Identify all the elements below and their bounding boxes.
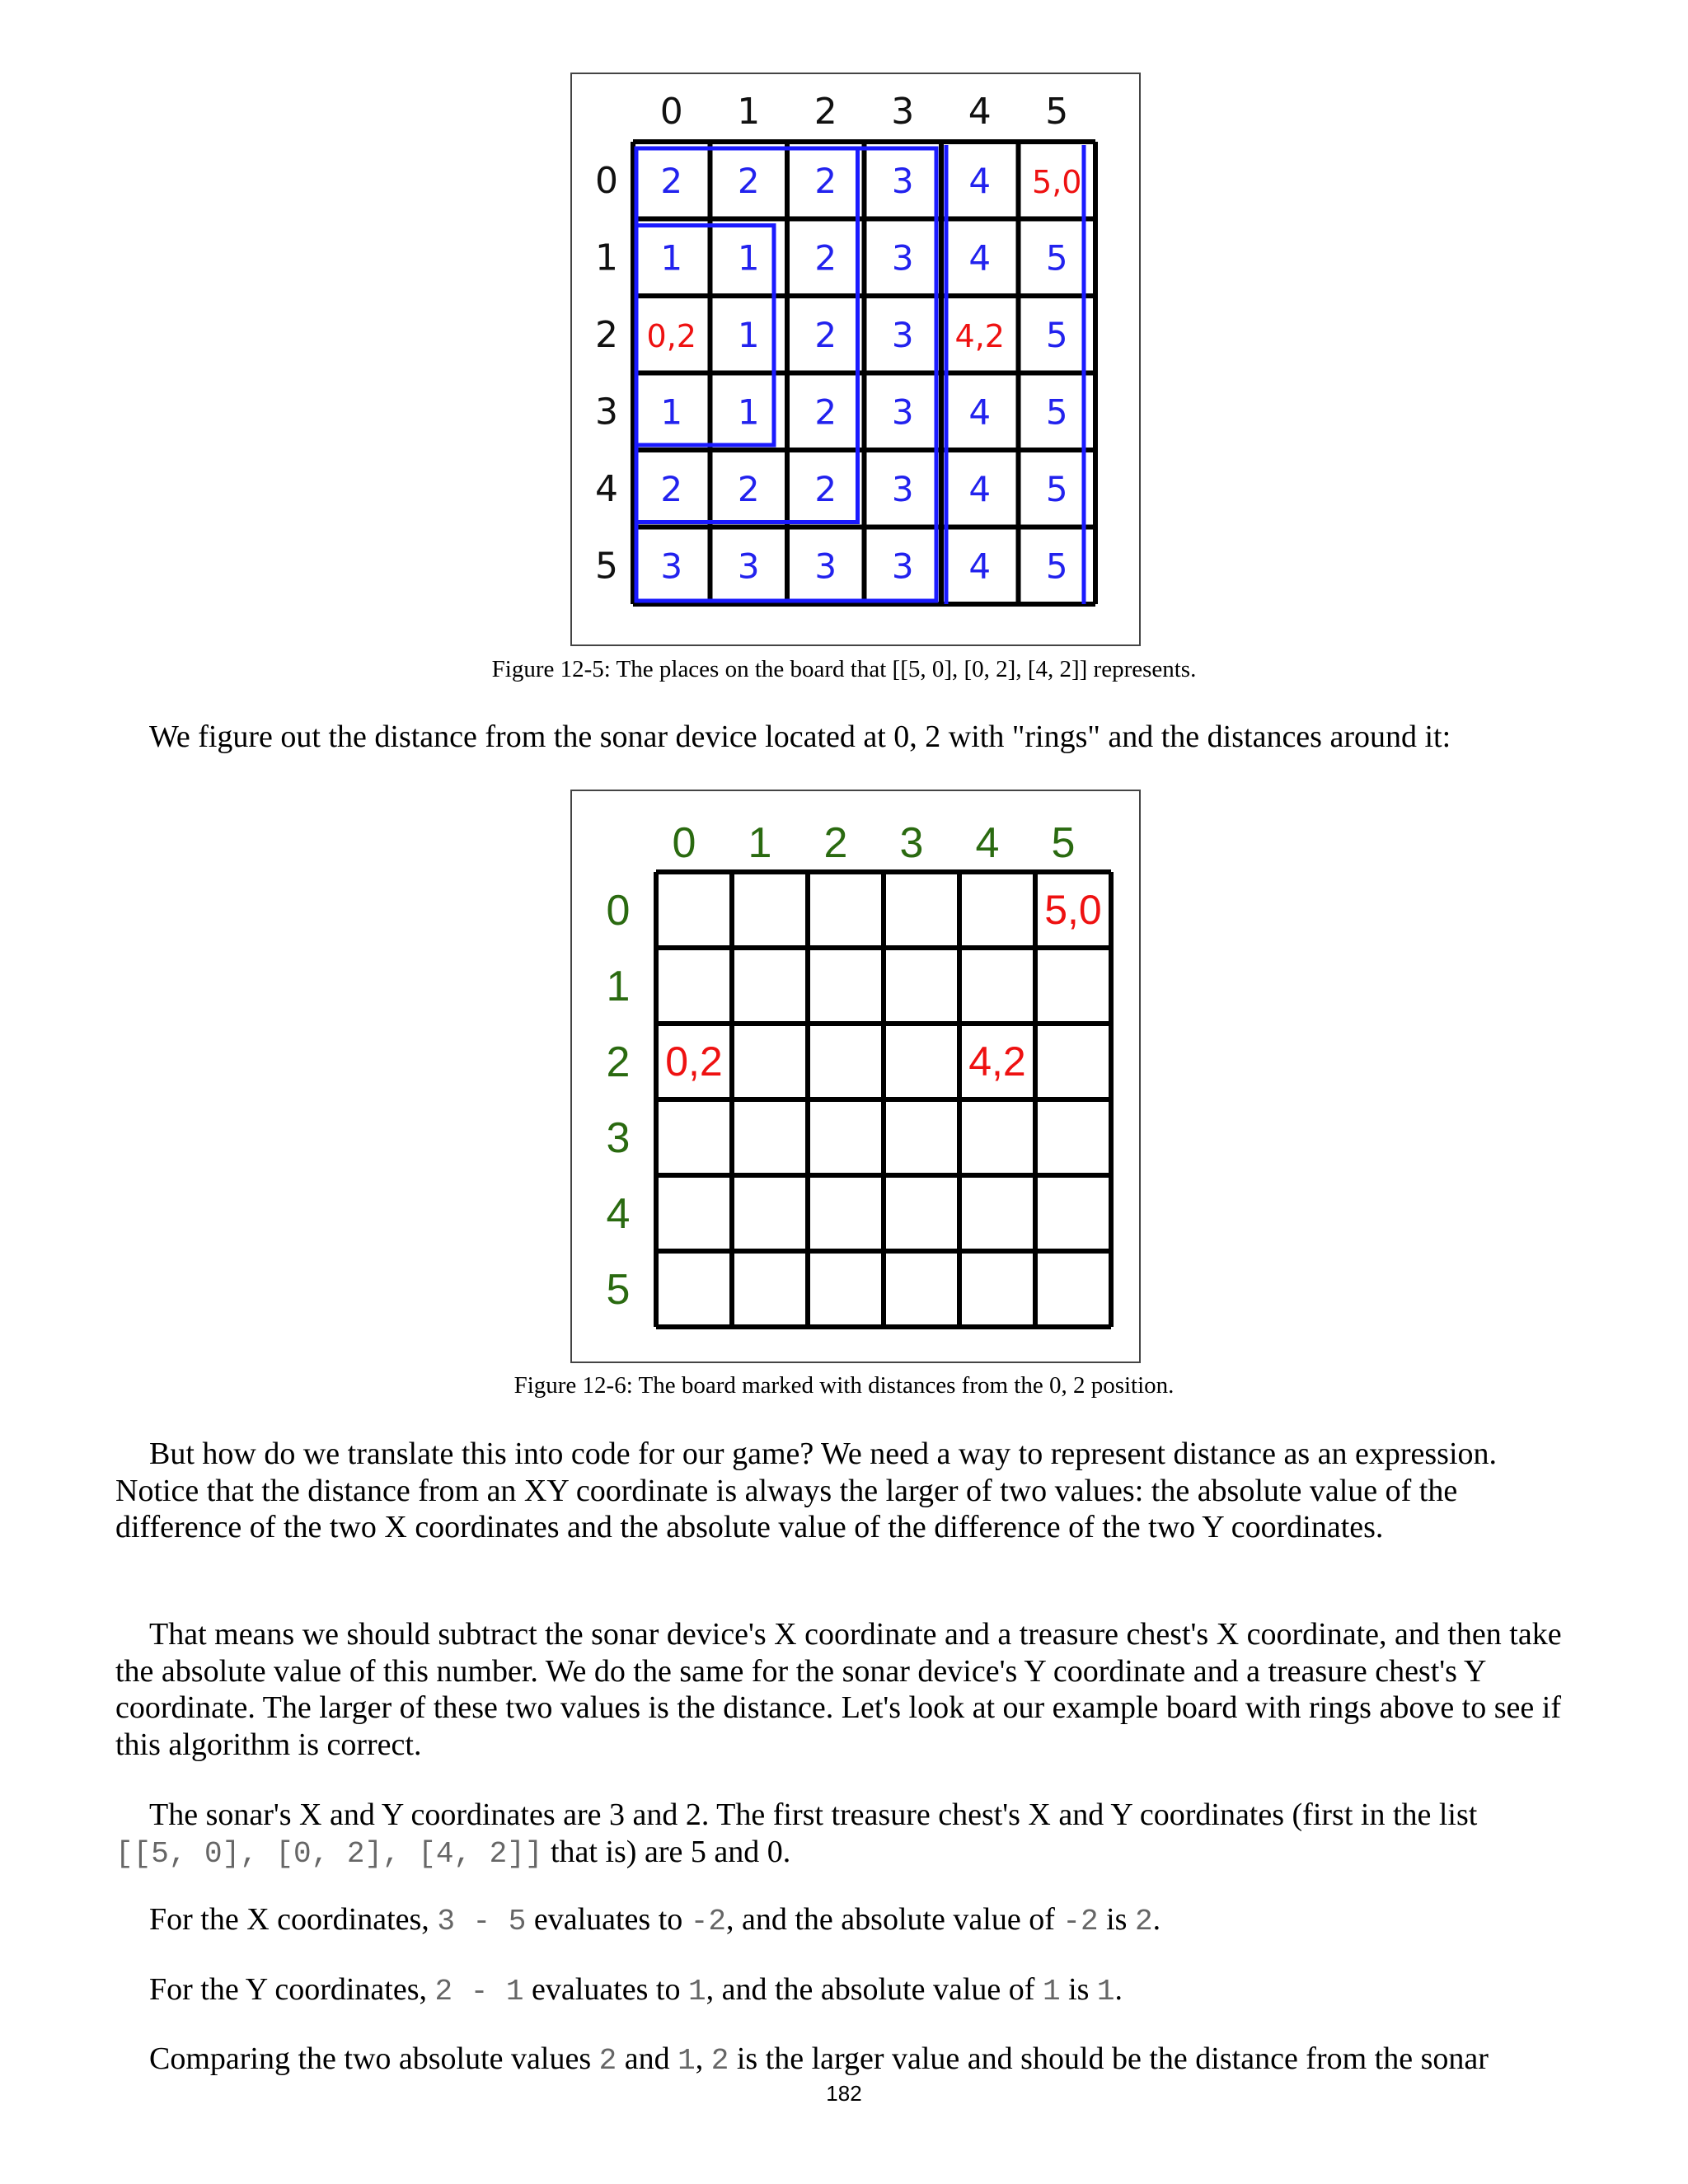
text-span: is: [1060, 1972, 1097, 2007]
figure-12-6: [570, 790, 1141, 1363]
distance-value: 1: [737, 391, 760, 433]
paragraph-x-coords: [115, 1901, 1582, 1941]
paragraph-sonar-rings: We figure out the distance from the sonar device located at 0, 2 with "rings" and the distances around it:: [149, 719, 1451, 754]
figure-12-6-caption: Figure 12-6: The board marked with distances from the 0, 2 position.: [513, 1372, 1175, 1399]
text-span: For the X coordinates,: [149, 1902, 438, 1937]
distance-value: 1: [660, 237, 683, 279]
distance-value: 4: [968, 546, 992, 587]
figure-12-6-board: [572, 791, 1142, 1365]
text-span: is: [1098, 1902, 1135, 1937]
code-span: 1: [1042, 1975, 1061, 2008]
text-span: is the larger value and should be the distance from the sonar: [729, 2041, 1489, 2076]
distance-value: 3: [891, 314, 914, 355]
text-span: ,: [695, 2041, 711, 2076]
code-span: 2: [598, 2044, 617, 2078]
paragraph-sonar-coords: [115, 1797, 1582, 1872]
column-label: 4: [975, 819, 1000, 867]
page-number: 182: [826, 2081, 862, 2106]
text-span: evaluates to: [523, 1972, 688, 2007]
column-label: 3: [891, 91, 915, 133]
code-span: 2: [710, 2044, 729, 2078]
text-span: , and the absolute value of: [706, 1972, 1043, 2007]
distance-value: 5: [1045, 237, 1068, 279]
column-label: 5: [1045, 91, 1069, 133]
row-label: 5: [606, 1266, 631, 1314]
distance-value: 3: [814, 546, 837, 587]
distance-value: 2: [737, 160, 760, 201]
column-label: 2: [814, 91, 837, 133]
distance-value: 2: [814, 160, 837, 201]
text-span: evaluates to: [526, 1902, 691, 1937]
distance-value: 2: [737, 468, 760, 509]
code-span: 1: [687, 1975, 706, 2008]
distance-value: 5: [1045, 391, 1068, 433]
distance-value: 3: [891, 237, 914, 279]
paragraph-algorithm: That means we should subtract the sonar device's X coordinate and a treasure chest's X coordinate, and then take the absolute value of this number. We do the same for the sonar device's Y coordinate and a treasure chest's Y coordinate. The larger of these two values is the distance. Let's look at our example board with rings above to see if this algorithm is correct.: [115, 1617, 1562, 1762]
text-span: , and the absolute value of: [726, 1902, 1063, 1937]
distance-value: 3: [891, 546, 914, 587]
column-label: 2: [823, 819, 848, 867]
column-label: 1: [737, 91, 761, 133]
row-label: 2: [595, 313, 618, 356]
column-label: 0: [659, 91, 683, 133]
column-label: 1: [748, 819, 772, 867]
treasure-mark: 0,2: [665, 1038, 723, 1085]
treasure-mark: 4,2: [954, 317, 1005, 354]
distance-value: 4: [968, 237, 992, 279]
column-label: 3: [899, 819, 924, 867]
distance-value: 5: [1045, 468, 1068, 509]
treasure-mark: 5,0: [1044, 887, 1102, 933]
row-label: 4: [595, 467, 618, 510]
text-span: and: [617, 2041, 678, 2076]
distance-value: 4: [968, 160, 992, 201]
row-label: 4: [606, 1190, 631, 1238]
text-span: The sonar's X and Y coordinates are 3 and 2. The first treasure chest's X and Y coordinates (first in the list: [149, 1797, 1478, 1832]
distance-value: 5: [1045, 314, 1068, 355]
code-span: 3 - 5: [437, 1905, 527, 1938]
row-label: 3: [606, 1114, 631, 1162]
code-span: 1: [678, 2044, 696, 2078]
text-span: .: [1114, 1972, 1123, 2007]
column-label: 5: [1051, 819, 1076, 867]
distance-value: 2: [660, 160, 683, 201]
figure-12-5: [570, 73, 1141, 646]
code-span: 1: [1096, 1975, 1115, 2008]
distance-value: 1: [737, 237, 760, 279]
distance-value: 3: [891, 160, 914, 201]
code-span: -2: [1062, 1905, 1099, 1938]
paragraph-y-coords: [115, 1971, 1582, 2011]
figure-12-5-board: [572, 74, 1142, 648]
text-span: .: [1152, 1902, 1161, 1937]
distance-value: 3: [891, 391, 914, 433]
text-span: For the Y coordinates,: [149, 1972, 435, 2007]
distance-value: 1: [737, 314, 760, 355]
row-label: 1: [595, 237, 618, 279]
row-label: 0: [595, 159, 618, 202]
row-label: 3: [595, 391, 618, 434]
distance-value: 3: [737, 546, 760, 587]
code-span: 2: [1134, 1905, 1153, 1938]
treasure-mark: 5,0: [1032, 163, 1082, 200]
column-label: 0: [672, 819, 696, 867]
distance-value: 4: [968, 468, 992, 509]
distance-value: 1: [660, 391, 683, 433]
figure-12-5-caption: Figure 12-5: The places on the board that [[5, 0], [0, 2], [4, 2]] represents.: [491, 656, 1197, 682]
distance-value: 3: [660, 546, 683, 587]
paragraph-compare: [115, 2041, 1582, 2080]
text-span: Comparing the two absolute values: [149, 2041, 599, 2076]
column-label: 4: [968, 91, 992, 133]
code-span: -2: [690, 1905, 726, 1938]
distance-value: 2: [814, 237, 837, 279]
distance-value: 2: [814, 314, 837, 355]
distance-value: 2: [814, 391, 837, 433]
distance-value: 4: [968, 391, 992, 433]
treasure-mark: 4,2: [968, 1038, 1026, 1085]
distance-value: 2: [814, 468, 837, 509]
row-label: 1: [606, 963, 631, 1010]
text-span: that is) are 5 and 0.: [542, 1834, 791, 1869]
distance-value: 3: [891, 468, 914, 509]
code-span: [[5, 0], [0, 2], [4, 2]]: [115, 1836, 543, 1871]
row-label: 0: [606, 887, 631, 935]
paragraph-distance-expression: But how do we translate this into code for our game? We need a way to represent distance as an expression. Notice that the distance from an XY coordinate is always the larger of two values: the absolute value of the difference of the two X coordinates and the absolute value of the difference of the two Y coordinates.: [115, 1436, 1498, 1544]
treasure-mark: 0,2: [646, 317, 696, 354]
distance-value: 5: [1045, 546, 1068, 587]
row-label: 5: [595, 545, 618, 588]
code-span: 2 - 1: [434, 1975, 524, 2008]
distance-value: 2: [660, 468, 683, 509]
row-label: 2: [606, 1038, 631, 1086]
